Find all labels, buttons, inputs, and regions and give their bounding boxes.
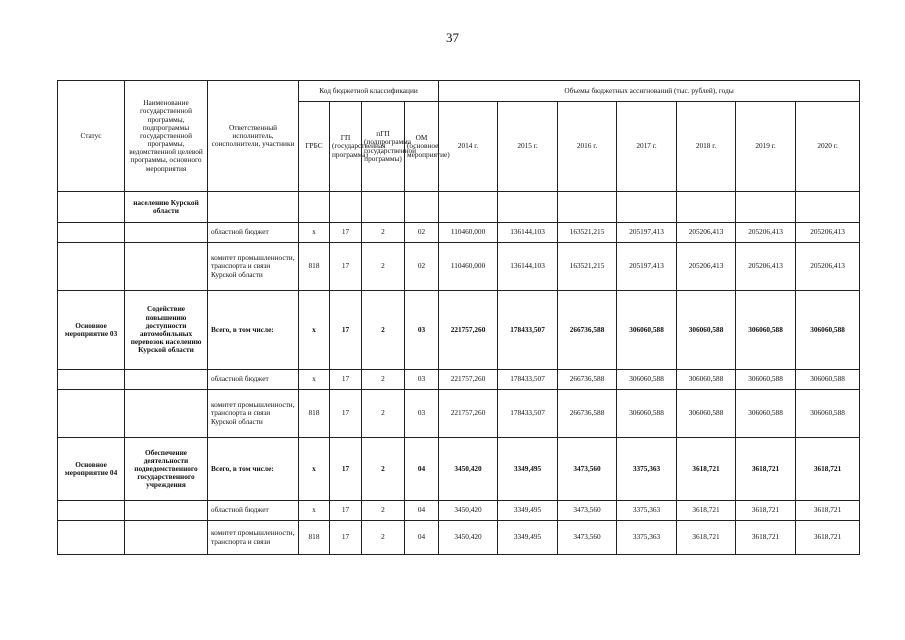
cell-pgp: 2 — [362, 438, 405, 501]
cell-om: 02 — [405, 243, 439, 291]
table-row — [58, 390, 860, 438]
cell-status — [58, 390, 125, 438]
cell-value-2019: 205206,413 — [736, 243, 796, 291]
cell-value-2014: 3450,420 — [439, 438, 498, 501]
table-row — [58, 438, 860, 501]
cell-value-2015: 178433,507 — [498, 390, 558, 438]
page-number: 37 — [446, 30, 459, 45]
cell-executor: областной бюджет — [208, 370, 299, 390]
budget-allocation-table — [57, 80, 860, 555]
cell-status — [58, 243, 125, 291]
cell-value-2014: 221757,260 — [439, 291, 498, 370]
cell-value-2020: 306060,588 — [796, 291, 860, 370]
cell-value-2015: 3349,495 — [498, 521, 558, 555]
cell-value-2016: 266736,588 — [558, 370, 617, 390]
cell-value-2015: 3349,495 — [498, 501, 558, 521]
cell-grbs: 818 — [299, 390, 330, 438]
cell-value-2019: 306060,588 — [736, 390, 796, 438]
cell-value-2018: 306060,588 — [677, 370, 736, 390]
table-row — [58, 223, 860, 243]
cell-value-2019: 3618,721 — [736, 501, 796, 521]
cell-value-2016: 163521,215 — [558, 223, 617, 243]
cell-value-2014: 3450,420 — [439, 521, 498, 555]
header-pgp: пГП (подпрограмма государственной программы) — [362, 102, 405, 192]
cell-grbs: 818 — [299, 521, 330, 555]
cell-value-2018: 3618,721 — [677, 501, 736, 521]
cell-executor: комитет промышленности, транспорта и связи Курской области — [208, 390, 299, 438]
cell-value-2014: 110460,000 — [439, 243, 498, 291]
cell-value-2017: 3375,363 — [617, 521, 677, 555]
cell-pgp: 2 — [362, 243, 405, 291]
cell-value-2014: 3450,420 — [439, 501, 498, 521]
cell-om: 04 — [405, 521, 439, 555]
cell-name — [125, 390, 208, 438]
cell-om: 03 — [405, 370, 439, 390]
cell-name — [125, 370, 208, 390]
header-year-2020: 2020 г. — [796, 102, 860, 192]
cell-gp: 17 — [330, 291, 362, 370]
table-row — [58, 521, 860, 555]
cell-grbs: 818 — [299, 243, 330, 291]
cell-status — [58, 223, 125, 243]
cell-value-2018: 306060,588 — [677, 291, 736, 370]
cell-name: Обеспечение деятельности подведомственного государственного учреждения — [125, 438, 208, 501]
header-year-2018: 2018 г. — [677, 102, 736, 192]
cell-value-2019: 205206,413 — [736, 223, 796, 243]
header-year-2016: 2016 г. — [558, 102, 617, 192]
cell-value-2018: 3618,721 — [677, 521, 736, 555]
cell-value-2018 — [677, 192, 736, 223]
cell-om: 04 — [405, 438, 439, 501]
cell-pgp: 2 — [362, 370, 405, 390]
header-year-2015: 2015 г. — [498, 102, 558, 192]
cell-value-2016: 3473,560 — [558, 521, 617, 555]
cell-value-2015: 136144,103 — [498, 223, 558, 243]
cell-status — [58, 370, 125, 390]
table-row — [58, 501, 860, 521]
cell-value-2016: 3473,560 — [558, 501, 617, 521]
cell-executor: областной бюджет — [208, 223, 299, 243]
cell-value-2018: 205206,413 — [677, 223, 736, 243]
cell-om: 02 — [405, 223, 439, 243]
cell-value-2017 — [617, 192, 677, 223]
cell-value-2015: 178433,507 — [498, 291, 558, 370]
cell-grbs: x — [299, 370, 330, 390]
cell-value-2020: 3618,721 — [796, 438, 860, 501]
cell-name: населению Курской области — [125, 192, 208, 223]
cell-gp: 17 — [330, 370, 362, 390]
header-gp: ГП (государственная программа) — [330, 102, 362, 192]
cell-executor: областной бюджет — [208, 501, 299, 521]
cell-value-2014: 221757,260 — [439, 370, 498, 390]
cell-value-2016 — [558, 192, 617, 223]
header-year-2017: 2017 г. — [617, 102, 677, 192]
cell-gp — [330, 192, 362, 223]
cell-status: Основное мероприятие 04 — [58, 438, 125, 501]
table-row — [58, 192, 860, 223]
cell-gp: 17 — [330, 501, 362, 521]
cell-value-2020: 306060,588 — [796, 370, 860, 390]
cell-value-2018: 306060,588 — [677, 390, 736, 438]
cell-value-2018: 3618,721 — [677, 438, 736, 501]
cell-value-2015: 178433,507 — [498, 370, 558, 390]
cell-value-2015: 3349,495 — [498, 438, 558, 501]
cell-executor: комитет промышленности, транспорта и связи Курской области — [208, 243, 299, 291]
header-status: Статус — [58, 81, 125, 192]
cell-pgp: 2 — [362, 390, 405, 438]
cell-gp: 17 — [330, 521, 362, 555]
cell-value-2017: 205197,413 — [617, 243, 677, 291]
header-name: Наименование государственной программы, подпрограммы государственной программы, ведомственной целевой программы, основного мероприятия — [125, 81, 208, 192]
header-year-2014: 2014 г. — [439, 102, 498, 192]
cell-value-2016: 3473,560 — [558, 438, 617, 501]
header-om: ОМ (основное мероприятие) — [405, 102, 439, 192]
cell-value-2016: 163521,215 — [558, 243, 617, 291]
cell-executor: Всего, в том числе: — [208, 438, 299, 501]
cell-executor: Всего, в том числе: — [208, 291, 299, 370]
cell-value-2020: 306060,588 — [796, 390, 860, 438]
cell-value-2019: 306060,588 — [736, 370, 796, 390]
cell-status — [58, 521, 125, 555]
cell-name — [125, 223, 208, 243]
cell-gp: 17 — [330, 243, 362, 291]
cell-name — [125, 243, 208, 291]
cell-pgp: 2 — [362, 521, 405, 555]
cell-om: 03 — [405, 291, 439, 370]
cell-value-2020: 3618,721 — [796, 521, 860, 555]
cell-value-2015 — [498, 192, 558, 223]
cell-value-2018: 205206,413 — [677, 243, 736, 291]
header-allocations-group: Объемы бюджетных ассигнований (тыс. рублей), годы — [439, 81, 860, 102]
cell-om: 04 — [405, 501, 439, 521]
cell-gp: 17 — [330, 438, 362, 501]
cell-value-2017: 3375,363 — [617, 438, 677, 501]
header-year-2019: 2019 г. — [736, 102, 796, 192]
cell-pgp: 2 — [362, 223, 405, 243]
cell-om — [405, 192, 439, 223]
cell-value-2014 — [439, 192, 498, 223]
cell-value-2019: 3618,721 — [736, 438, 796, 501]
cell-name: Содействие повышению доступности автомобильных перевозок населению Курской области — [125, 291, 208, 370]
header-budget-code-group: Код бюджетной классификации — [299, 81, 439, 102]
cell-value-2019: 3618,721 — [736, 521, 796, 555]
cell-value-2020: 205206,413 — [796, 223, 860, 243]
cell-pgp: 2 — [362, 291, 405, 370]
cell-value-2014: 221757,260 — [439, 390, 498, 438]
cell-status: Основное мероприятие 03 — [58, 291, 125, 370]
cell-grbs — [299, 192, 330, 223]
cell-grbs: x — [299, 438, 330, 501]
cell-value-2017: 3375,363 — [617, 501, 677, 521]
cell-gp: 17 — [330, 390, 362, 438]
cell-grbs: x — [299, 501, 330, 521]
cell-grbs: x — [299, 223, 330, 243]
cell-value-2020 — [796, 192, 860, 223]
cell-pgp: 2 — [362, 501, 405, 521]
table-row — [58, 243, 860, 291]
cell-value-2016: 266736,588 — [558, 291, 617, 370]
cell-om: 03 — [405, 390, 439, 438]
cell-value-2019 — [736, 192, 796, 223]
header-executor: Ответственный исполнитель, соисполнители, участники — [208, 81, 299, 192]
cell-name — [125, 501, 208, 521]
table-row — [58, 291, 860, 370]
cell-value-2014: 110460,000 — [439, 223, 498, 243]
cell-executor: комитет промышленности, транспорта и связи — [208, 521, 299, 555]
cell-value-2016: 266736,588 — [558, 390, 617, 438]
cell-pgp — [362, 192, 405, 223]
cell-executor — [208, 192, 299, 223]
cell-status — [58, 192, 125, 223]
cell-value-2017: 205197,413 — [617, 223, 677, 243]
cell-value-2017: 306060,588 — [617, 291, 677, 370]
cell-grbs: x — [299, 291, 330, 370]
cell-value-2017: 306060,588 — [617, 370, 677, 390]
cell-value-2017: 306060,588 — [617, 390, 677, 438]
cell-status — [58, 501, 125, 521]
header-grbs: ГРБС — [299, 102, 330, 192]
cell-name — [125, 521, 208, 555]
cell-value-2020: 205206,413 — [796, 243, 860, 291]
table-row — [58, 370, 860, 390]
cell-value-2020: 3618,721 — [796, 501, 860, 521]
cell-gp: 17 — [330, 223, 362, 243]
cell-value-2019: 306060,588 — [736, 291, 796, 370]
cell-value-2015: 136144,103 — [498, 243, 558, 291]
